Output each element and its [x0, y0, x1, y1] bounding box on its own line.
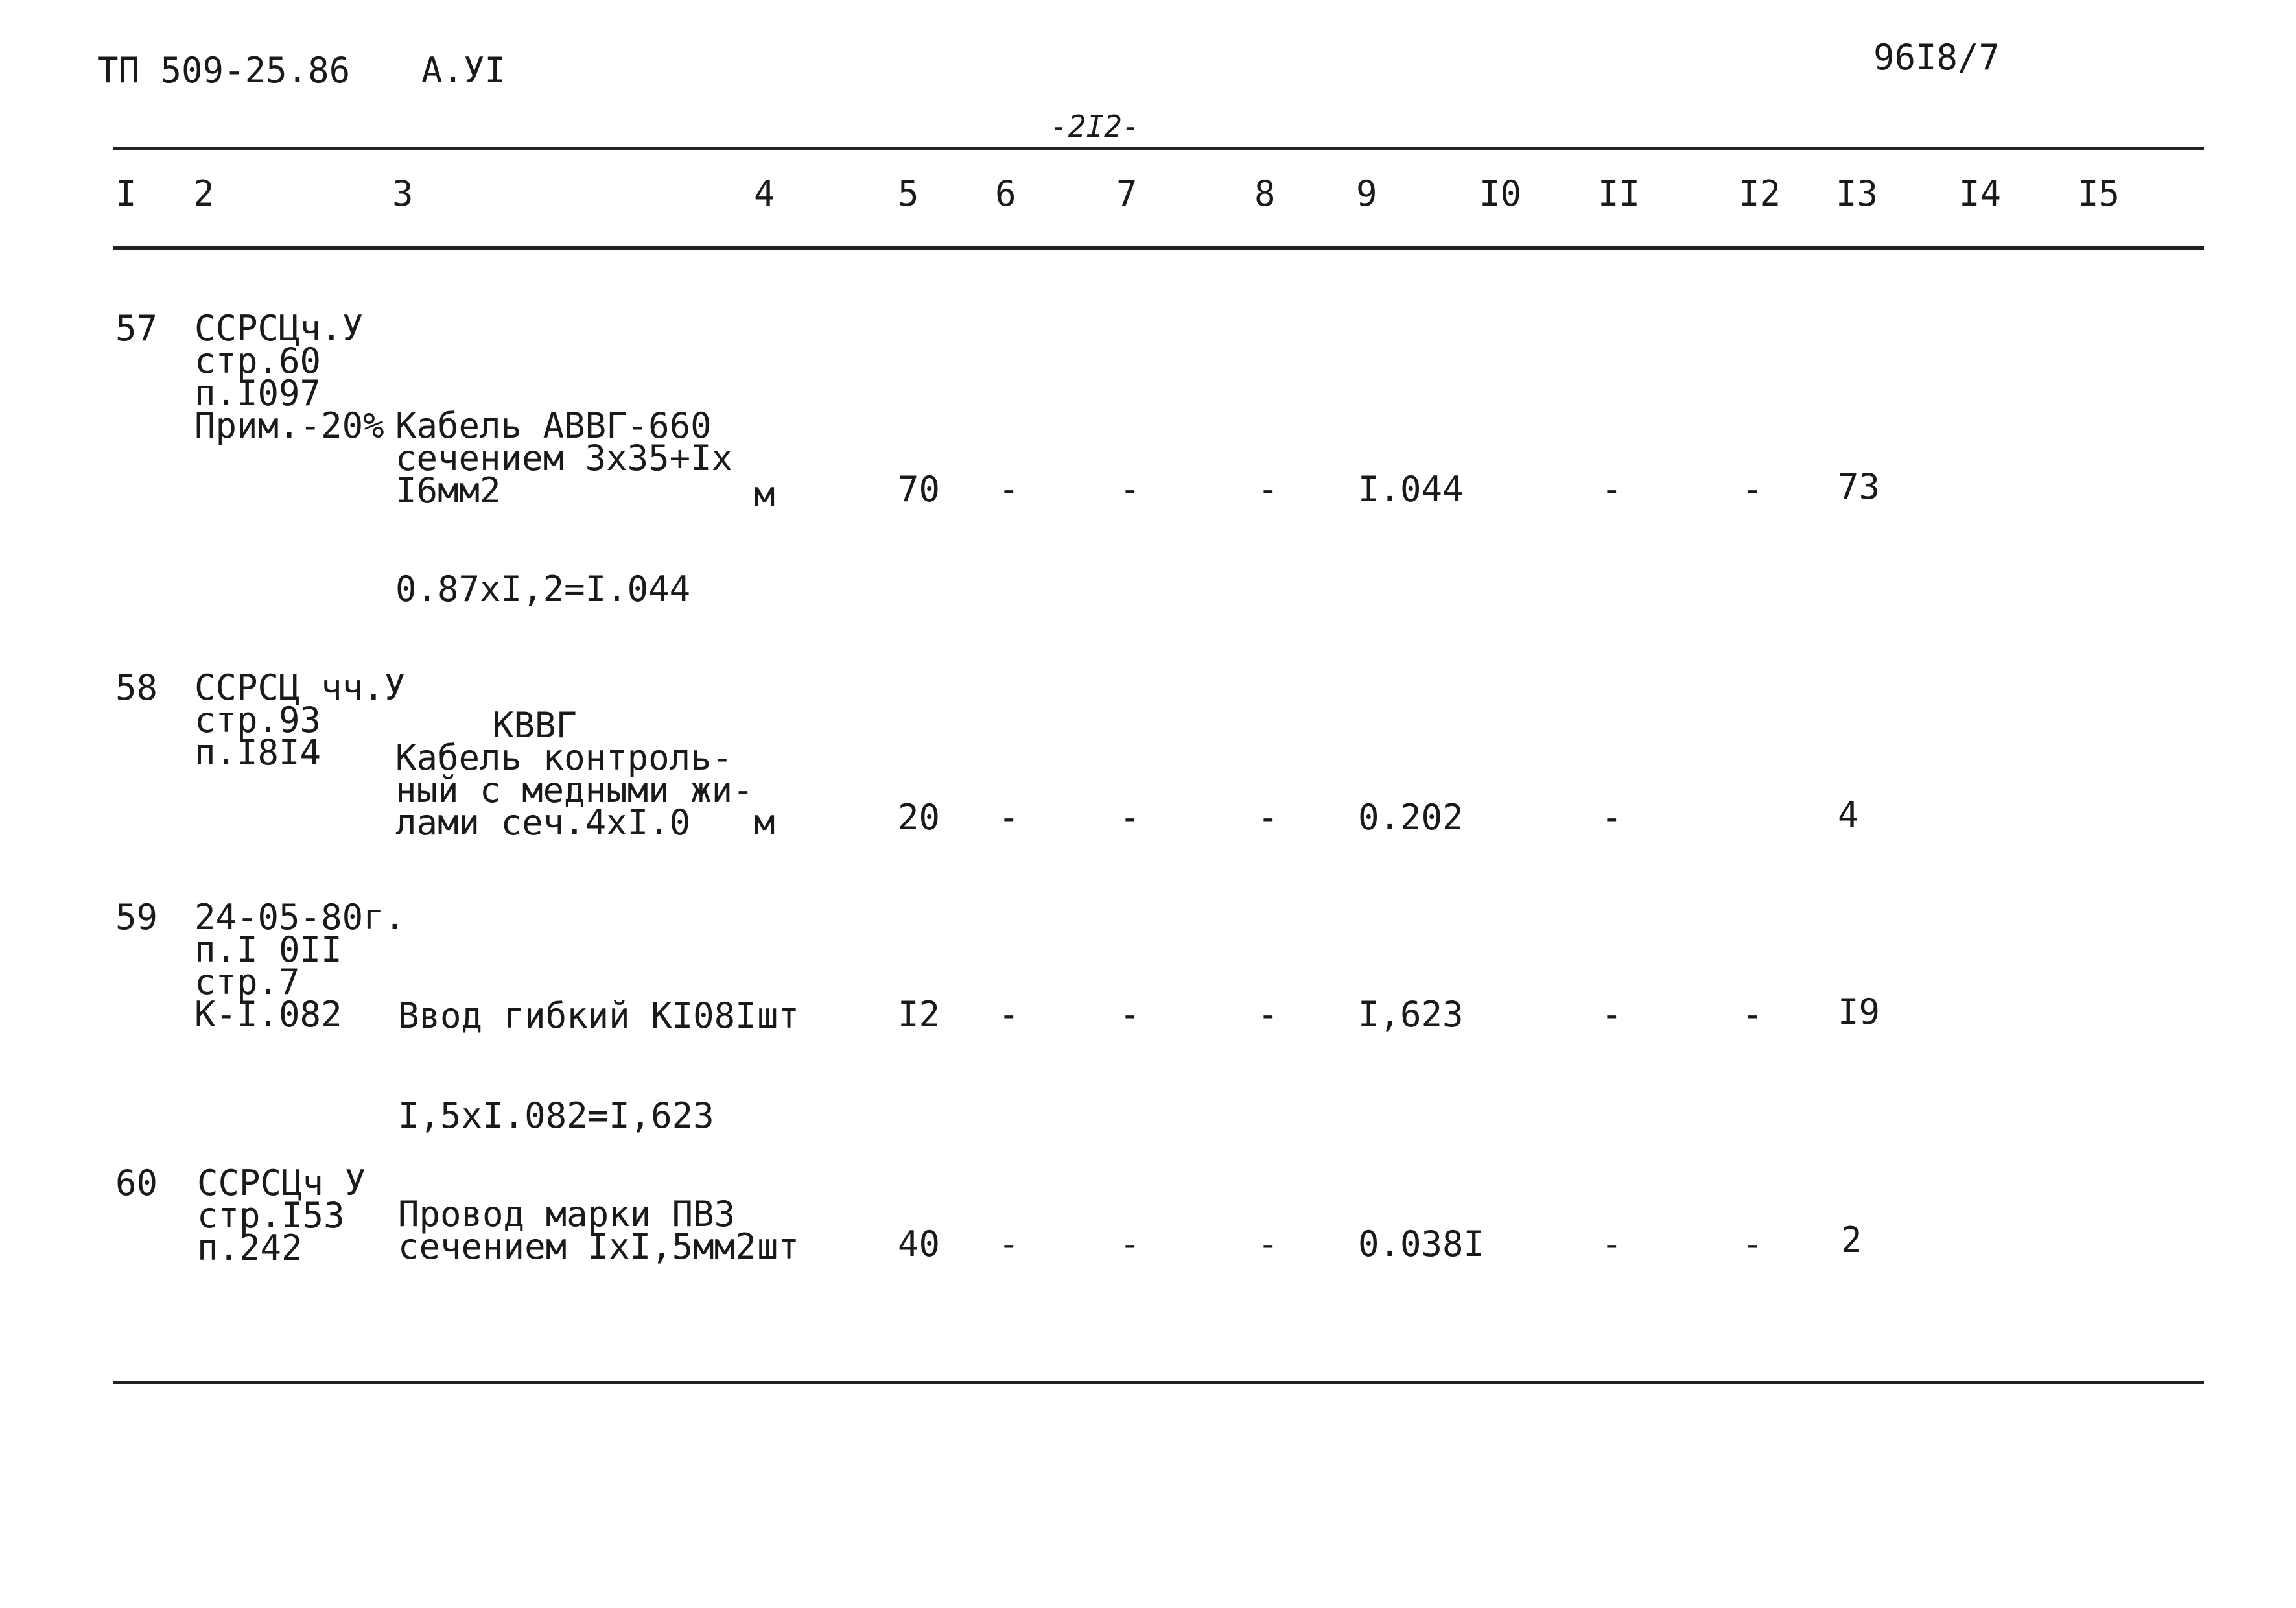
- calculation-note: I,5хI.082=I,623: [398, 1095, 714, 1136]
- column-number: 9: [1356, 173, 1377, 214]
- row-number: 59: [115, 897, 158, 938]
- column-number: I4: [1959, 173, 2002, 214]
- document-code: ТП 509-25.86: [97, 50, 351, 91]
- column-number: I3: [1836, 173, 1879, 214]
- dash-cell: -: [1119, 797, 1141, 838]
- dash-cell: -: [1601, 1224, 1622, 1264]
- quantity-cell: 40: [898, 1224, 941, 1264]
- value-cell: I,623: [1358, 994, 1464, 1035]
- value-cell: 0.202: [1358, 797, 1464, 838]
- column-number: 5: [898, 173, 919, 214]
- reference-cell: ССРСЦч.У стр.60 п.I097 Прим.-20%: [194, 308, 384, 446]
- column-number: 7: [1116, 173, 1138, 214]
- table-bottom-rule: [113, 1381, 2204, 1384]
- column-number: I2: [1739, 173, 1781, 214]
- value-cell: 0.038I: [1358, 1224, 1485, 1264]
- column-number: 8: [1254, 173, 1276, 214]
- item-name-cell: Кабель контроль- ный с медными жи- лами сеч.4хI.0: [395, 737, 754, 843]
- dash-cell: -: [1258, 994, 1279, 1035]
- column-number: 3: [392, 173, 414, 214]
- result-cell: 2: [1841, 1220, 1862, 1260]
- dash-cell: -: [1742, 469, 1763, 510]
- result-cell: I9: [1838, 991, 1880, 1032]
- item-name-cell: Кабель АВВГ-660 сечением 3х35+Iх I6мм2: [395, 405, 733, 511]
- dash-cell: -: [998, 1224, 1020, 1264]
- dash-cell: -: [998, 994, 1020, 1035]
- item-name-cell: Ввод гибкий КI08I: [398, 995, 756, 1036]
- unit-cell: шт: [757, 995, 800, 1036]
- dash-cell: -: [1258, 797, 1279, 838]
- dash-cell: -: [1258, 469, 1279, 510]
- reference-cell: ССРСЦч У стр.I53 п.242: [197, 1163, 366, 1268]
- reference-cell: 24-05-80г. п.I 0II стр.7 К-I.082: [194, 897, 406, 1035]
- reference-cell: ССРСЦ чч.У стр.93 п.I8I4: [194, 667, 406, 773]
- page-marker: -2I2-: [1050, 109, 1140, 144]
- item-name-cell: КВВГ: [493, 705, 578, 746]
- unit-cell: шт: [757, 1226, 800, 1267]
- table-top-rule: [113, 147, 2204, 150]
- dash-cell: -: [1119, 469, 1141, 510]
- quantity-cell: 20: [898, 797, 941, 838]
- dash-cell: -: [998, 797, 1020, 838]
- column-number: 6: [995, 173, 1016, 214]
- dash-cell: -: [1258, 1224, 1279, 1264]
- value-cell: I.044: [1358, 469, 1464, 510]
- result-cell: 73: [1838, 466, 1880, 507]
- quantity-cell: I2: [898, 994, 941, 1035]
- column-number: I: [115, 173, 137, 214]
- column-number: 4: [754, 173, 775, 214]
- column-number: I0: [1479, 173, 1522, 214]
- calculation-note: 0.87хI,2=I.044: [395, 569, 691, 609]
- dash-cell: -: [1601, 469, 1622, 510]
- dash-cell: -: [1119, 1224, 1141, 1264]
- dash-cell: -: [998, 469, 1020, 510]
- dash-cell: -: [1601, 797, 1622, 838]
- column-number: II: [1598, 173, 1641, 214]
- row-number: 58: [115, 667, 158, 708]
- quantity-cell: 70: [898, 469, 941, 510]
- column-number: 2: [193, 173, 215, 214]
- dash-cell: -: [1119, 994, 1141, 1035]
- document-number: 96I8/7: [1873, 37, 2000, 78]
- column-number: I5: [2078, 173, 2120, 214]
- item-name-cell: Провод марки ПВЗ сечением IхI,5мм2: [398, 1194, 756, 1267]
- dash-cell: -: [1601, 994, 1622, 1035]
- result-cell: 4: [1838, 794, 1859, 835]
- dash-cell: -: [1742, 1224, 1763, 1264]
- unit-cell: м: [754, 802, 775, 843]
- row-number: 57: [115, 308, 158, 349]
- row-number: 60: [115, 1163, 158, 1203]
- dash-cell: -: [1742, 994, 1763, 1035]
- unit-cell: м: [754, 474, 775, 515]
- album-code: А.УI: [421, 50, 506, 91]
- column-header-rule: [113, 246, 2204, 250]
